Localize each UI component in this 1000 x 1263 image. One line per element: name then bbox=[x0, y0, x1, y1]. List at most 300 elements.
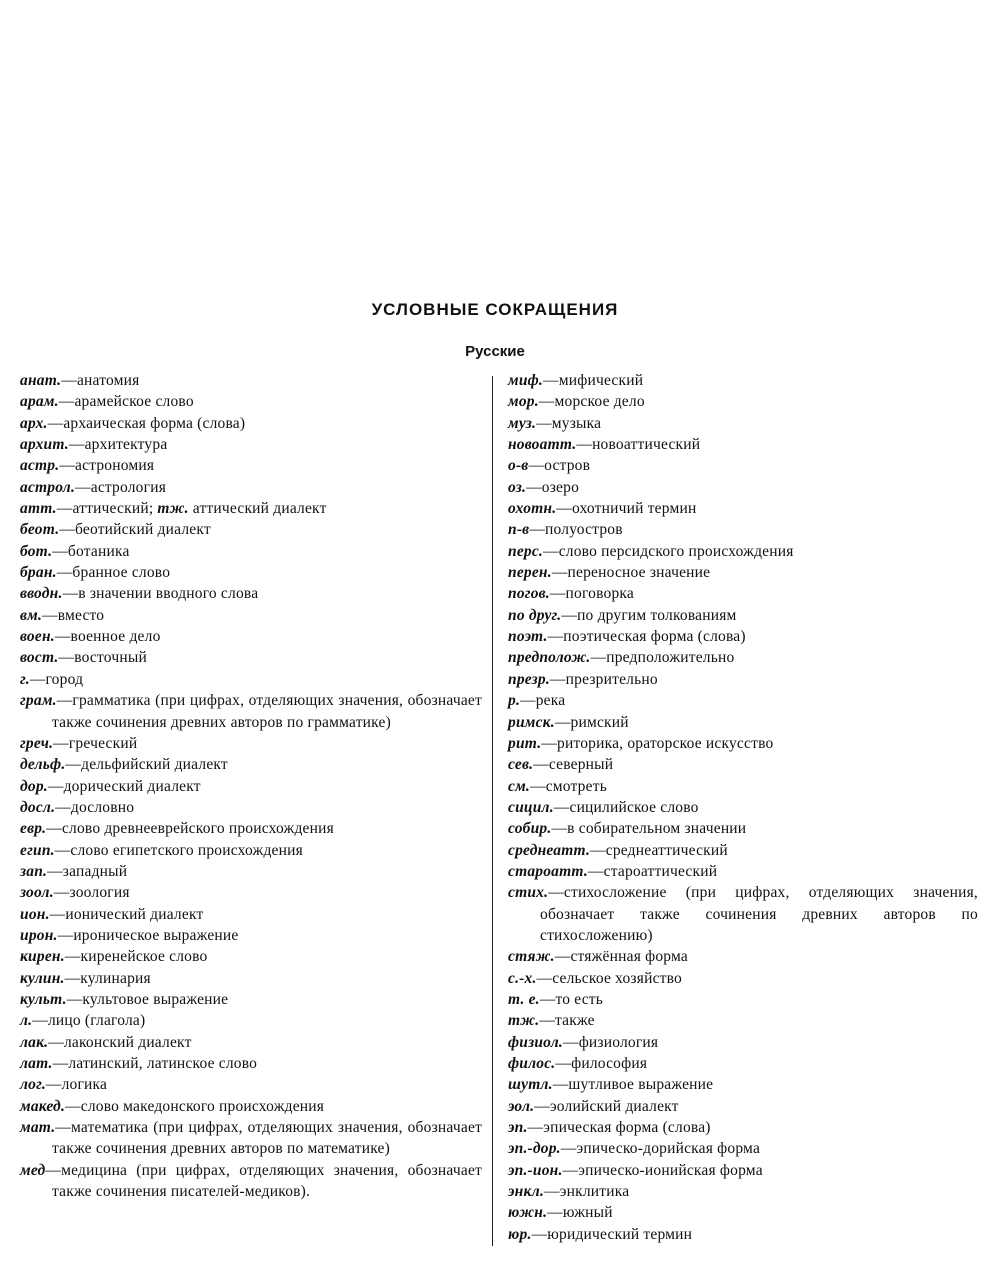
abbreviation: поэт. bbox=[508, 628, 548, 646]
dash-separator: — bbox=[554, 948, 571, 966]
abbreviation: вводн. bbox=[20, 585, 63, 603]
dash-separator: — bbox=[562, 1161, 579, 1179]
abbreviation: среднеатт. bbox=[508, 841, 591, 859]
abbreviation: астрол. bbox=[20, 478, 76, 496]
definition: бранное слово bbox=[72, 564, 171, 582]
definition: зоология bbox=[69, 884, 130, 902]
dash-separator: — bbox=[54, 841, 71, 859]
dash-separator: — bbox=[62, 585, 79, 603]
definition: в значении вводного слова bbox=[78, 585, 259, 603]
definition: аттический; bbox=[72, 500, 154, 518]
dash-separator: — bbox=[32, 1012, 48, 1030]
abbreviation: зап. bbox=[20, 862, 48, 880]
dash-separator: — bbox=[61, 372, 77, 389]
abbreviation: см. bbox=[508, 777, 530, 795]
definition: то есть bbox=[555, 990, 604, 1008]
dash-separator: — bbox=[548, 884, 564, 902]
dash-separator: — bbox=[59, 521, 75, 539]
abbreviation-entry bbox=[20, 519, 482, 540]
abbreviation: культ. bbox=[20, 990, 67, 1008]
abbreviation: стих. bbox=[508, 884, 549, 902]
definition: слово персидского происхождения bbox=[558, 542, 794, 560]
abbreviation-entry bbox=[20, 647, 482, 668]
abbreviation: беот. bbox=[20, 521, 60, 539]
dash-separator: — bbox=[526, 478, 542, 496]
abbreviation: зоол. bbox=[20, 884, 54, 902]
abbreviation: по друг. bbox=[508, 606, 562, 624]
definition: римский bbox=[570, 713, 629, 731]
dash-separator: — bbox=[48, 1033, 64, 1051]
abbreviation: т. е. bbox=[508, 990, 540, 1008]
left-column bbox=[20, 370, 482, 1202]
abbreviation-entry bbox=[20, 669, 482, 690]
definition: латинский, латинское слово bbox=[68, 1055, 258, 1072]
dash-separator: — bbox=[576, 436, 593, 454]
definition: анатомия bbox=[76, 372, 140, 389]
dash-separator: — bbox=[556, 500, 572, 518]
abbreviation: перен. bbox=[508, 564, 552, 582]
abbreviation: собир. bbox=[508, 820, 552, 838]
definition: морское дело bbox=[554, 393, 645, 411]
abbreviation: л. bbox=[20, 1012, 33, 1030]
abbreviation-entry bbox=[20, 605, 482, 626]
definition: переносное значение bbox=[567, 564, 711, 582]
abbreviation-entry bbox=[20, 946, 482, 967]
dash-separator: — bbox=[68, 436, 85, 454]
definition: полуостров bbox=[545, 521, 623, 539]
abbreviation-entry bbox=[508, 690, 978, 711]
definition: эпическая форма (слова) bbox=[543, 1119, 711, 1137]
abbreviation: рит. bbox=[508, 734, 542, 752]
definition: также bbox=[555, 1012, 595, 1030]
definition: ироническое выражение bbox=[73, 926, 239, 944]
dash-separator: — bbox=[590, 649, 607, 667]
dash-separator: — bbox=[53, 884, 70, 902]
definition: кулинария bbox=[80, 969, 151, 987]
dash-separator: — bbox=[520, 692, 536, 710]
abbreviation: сев. bbox=[508, 756, 534, 774]
dash-separator: — bbox=[529, 777, 546, 795]
abbreviation-entry bbox=[20, 562, 482, 583]
abbreviation-entry bbox=[508, 882, 978, 946]
abbreviation-entry bbox=[508, 1138, 978, 1159]
abbreviation: филос. bbox=[508, 1055, 556, 1072]
abbreviation-entry bbox=[508, 1181, 978, 1202]
abbreviation: г. bbox=[20, 670, 30, 688]
dash-separator: — bbox=[45, 1076, 62, 1094]
definition: физиология bbox=[578, 1033, 659, 1051]
definition: беотийский диалект bbox=[74, 521, 211, 539]
dash-separator: — bbox=[55, 798, 71, 816]
abbreviation: вост. bbox=[20, 649, 59, 667]
definition: стихосложение (при цифрах, отделяющих значения, обозначает также сочинения древних авторов по стихосложению) bbox=[540, 884, 978, 944]
abbreviation: атт. bbox=[20, 500, 57, 518]
abbreviation-entry bbox=[20, 840, 482, 861]
dash-separator: — bbox=[531, 1225, 548, 1243]
definition: аттический диалект bbox=[192, 500, 327, 518]
abbreviation: староатт. bbox=[508, 862, 588, 880]
abbreviation-entry bbox=[20, 1032, 482, 1053]
abbreviation-entry bbox=[20, 754, 482, 775]
abbreviation-entry bbox=[20, 882, 482, 903]
definition: стяжённая форма bbox=[570, 948, 688, 966]
dash-separator: — bbox=[544, 1183, 560, 1201]
abbreviation: эп.-дор. bbox=[508, 1140, 561, 1158]
dash-separator: — bbox=[29, 670, 46, 688]
dash-separator: — bbox=[58, 649, 75, 667]
abbreviation-entry bbox=[20, 583, 482, 604]
dash-separator: — bbox=[561, 606, 578, 624]
dash-separator: — bbox=[64, 948, 81, 966]
definition: математика (при цифрах, отделяющих значения, обозначает также сочинения древних авторов по математике) bbox=[52, 1119, 482, 1158]
definition: юридический термин bbox=[547, 1225, 693, 1243]
definition: философия bbox=[571, 1055, 648, 1072]
abbreviation: арх. bbox=[20, 414, 48, 432]
abbreviation: эп. bbox=[508, 1119, 528, 1137]
dash-separator: — bbox=[56, 692, 73, 710]
abbreviation: энкл. bbox=[508, 1183, 545, 1201]
definition: лаконский диалект bbox=[63, 1033, 192, 1051]
definition: староаттический bbox=[603, 862, 718, 880]
abbreviation-entry bbox=[20, 776, 482, 797]
abbreviation-entry bbox=[20, 797, 482, 818]
definition: арамейское слово bbox=[74, 393, 194, 411]
abbreviation: римск. bbox=[508, 713, 555, 731]
abbreviation-entry bbox=[508, 669, 978, 690]
abbreviation-entry bbox=[508, 1053, 978, 1074]
dash-separator: — bbox=[56, 564, 73, 582]
definition: грамматика (при цифрах, отделяющих значения, обозначает также сочинения древних авторов по грамматике) bbox=[52, 692, 482, 731]
definition: эпическо-ионийская форма bbox=[578, 1161, 763, 1179]
definition: дорический диалект bbox=[63, 777, 201, 795]
abbreviation-entry bbox=[508, 434, 978, 455]
definition: город bbox=[45, 670, 84, 688]
abbreviation: тж. bbox=[157, 500, 189, 518]
dash-separator: — bbox=[587, 862, 604, 880]
abbreviation-entry bbox=[20, 925, 482, 946]
abbreviation: арам. bbox=[20, 393, 59, 411]
dash-separator: — bbox=[541, 734, 557, 752]
dash-separator: — bbox=[66, 990, 83, 1008]
dash-separator: — bbox=[65, 1097, 81, 1115]
abbreviation-entry bbox=[508, 370, 978, 391]
definition: астрология bbox=[90, 478, 167, 496]
abbreviation: евр. bbox=[20, 820, 47, 838]
definition: ионический диалект bbox=[65, 905, 204, 923]
dash-separator: — bbox=[552, 1076, 569, 1094]
dash-separator: — bbox=[560, 1140, 577, 1158]
definition: слово древнееврейского происхождения bbox=[61, 820, 334, 838]
dash-separator: — bbox=[549, 585, 566, 603]
definition: предположительно bbox=[606, 649, 735, 667]
abbreviation: архит. bbox=[20, 436, 69, 454]
dash-separator: — bbox=[536, 969, 553, 987]
abbreviation: миф. bbox=[508, 372, 544, 389]
abbreviation-entry bbox=[508, 840, 978, 861]
abbreviation-entry bbox=[508, 583, 978, 604]
abbreviation-entry bbox=[508, 519, 978, 540]
definition: греческий bbox=[68, 734, 138, 752]
definition: сицилийское слово bbox=[569, 798, 699, 816]
abbreviation-entry bbox=[508, 455, 978, 476]
definition: эолийский диалект bbox=[549, 1097, 679, 1115]
abbreviation-entry bbox=[20, 690, 482, 733]
dash-separator: — bbox=[53, 734, 69, 752]
abbreviation-entry bbox=[20, 1010, 482, 1031]
definition: музыка bbox=[551, 414, 602, 432]
abbreviation-entry bbox=[508, 712, 978, 733]
abbreviation: муз. bbox=[508, 414, 537, 432]
abbreviation-entry bbox=[508, 1117, 978, 1138]
abbreviation: макед. bbox=[20, 1097, 66, 1115]
abbreviation: оз. bbox=[508, 478, 527, 496]
abbreviation-entry bbox=[20, 1117, 482, 1160]
definition: озеро bbox=[541, 478, 580, 496]
definition: архаическая форма (слова) bbox=[63, 414, 246, 432]
definition: энклитика bbox=[559, 1183, 630, 1201]
abbreviation-entry bbox=[508, 776, 978, 797]
abbreviation-entry bbox=[508, 626, 978, 647]
abbreviation-entry bbox=[508, 1224, 978, 1245]
definition: культовое выражение bbox=[82, 990, 229, 1008]
definition: новоаттический bbox=[592, 436, 701, 454]
dash-separator: — bbox=[46, 820, 62, 838]
definition: астрономия bbox=[75, 457, 155, 475]
dash-separator: — bbox=[52, 542, 68, 560]
dash-separator: — bbox=[539, 1012, 555, 1030]
abbreviation-entry bbox=[20, 434, 482, 455]
dash-separator: — bbox=[65, 756, 82, 774]
definition: южный bbox=[562, 1204, 613, 1222]
abbreviation-entry bbox=[508, 477, 978, 498]
abbreviation-entry bbox=[20, 1160, 482, 1203]
abbreviation: р. bbox=[508, 692, 521, 710]
abbreviation: презр. bbox=[508, 670, 550, 688]
dash-separator: — bbox=[528, 457, 545, 475]
dash-separator: — bbox=[554, 713, 571, 731]
definition: презрительно bbox=[565, 670, 658, 688]
abbreviation: о-в bbox=[508, 457, 529, 475]
abbreviation: эол. bbox=[508, 1097, 535, 1115]
abbreviation: погов. bbox=[508, 585, 550, 603]
abbreviation: предполож. bbox=[508, 649, 591, 667]
dash-separator: — bbox=[553, 798, 570, 816]
abbreviation-entry bbox=[508, 946, 978, 967]
dash-separator: — bbox=[47, 862, 63, 880]
abbreviation: лат. bbox=[20, 1055, 53, 1072]
abbreviation: эп.-ион. bbox=[508, 1161, 563, 1179]
abbreviation-entry bbox=[508, 968, 978, 989]
abbreviation: юр. bbox=[508, 1225, 532, 1243]
abbreviation: лог. bbox=[20, 1076, 46, 1094]
definition: логика bbox=[61, 1076, 108, 1094]
abbreviation-entry bbox=[20, 391, 482, 412]
dash-separator: — bbox=[56, 500, 73, 518]
definition: риторика, ораторское искусство bbox=[557, 734, 774, 752]
column-divider bbox=[492, 376, 493, 1246]
definition: западный bbox=[62, 862, 128, 880]
dash-separator: — bbox=[75, 478, 91, 496]
abbreviation: охотн. bbox=[508, 500, 557, 518]
abbreviation: мат. bbox=[20, 1119, 56, 1137]
definition: северный bbox=[548, 756, 614, 774]
abbreviation-entry bbox=[20, 370, 482, 391]
abbreviation: астр. bbox=[20, 457, 60, 475]
abbreviation-entry bbox=[20, 1053, 482, 1074]
dash-separator: — bbox=[547, 628, 564, 646]
dash-separator: — bbox=[55, 1119, 71, 1137]
abbreviation-entry bbox=[508, 562, 978, 583]
abbreviation-entry bbox=[508, 413, 978, 434]
abbreviation-entry bbox=[20, 968, 482, 989]
dash-separator: — bbox=[42, 606, 58, 624]
dash-separator: — bbox=[58, 393, 75, 411]
abbreviation: сицил. bbox=[508, 798, 554, 816]
dash-separator: — bbox=[551, 820, 568, 838]
abbreviation-entry bbox=[20, 989, 482, 1010]
abbreviation-entry bbox=[508, 1160, 978, 1181]
dash-separator: — bbox=[534, 1097, 550, 1115]
abbreviation-entry bbox=[508, 541, 978, 562]
abbreviation-entry bbox=[20, 413, 482, 434]
definition: в собирательном значении bbox=[567, 820, 747, 838]
abbreviation-entry bbox=[508, 989, 978, 1010]
dash-separator: — bbox=[590, 841, 606, 859]
abbreviation: тж. bbox=[508, 1012, 540, 1030]
abbreviation-entry bbox=[20, 818, 482, 839]
abbreviation-entry bbox=[20, 1074, 482, 1095]
dash-separator: — bbox=[547, 1204, 563, 1222]
abbreviation: досл. bbox=[20, 798, 56, 816]
abbreviation-entry bbox=[508, 733, 978, 754]
abbreviation-entry bbox=[20, 1096, 482, 1117]
abbreviation-entry bbox=[20, 477, 482, 498]
definition: поэтическая форма (слова) bbox=[563, 628, 746, 646]
definition: слово египетского происхождения bbox=[70, 841, 303, 859]
dash-separator: — bbox=[549, 670, 566, 688]
abbreviation-entry bbox=[508, 1202, 978, 1223]
abbreviation-entry bbox=[20, 541, 482, 562]
dash-separator: — bbox=[536, 414, 552, 432]
abbreviation-entry bbox=[20, 904, 482, 925]
definition: киренейское слово bbox=[80, 948, 208, 966]
dash-separator: — bbox=[527, 1119, 544, 1137]
abbreviation-entry bbox=[508, 1032, 978, 1053]
dash-separator: — bbox=[47, 777, 64, 795]
dash-separator: — bbox=[562, 1033, 579, 1051]
definition: архитектура bbox=[84, 436, 168, 454]
definition: ботаника bbox=[67, 542, 130, 560]
definition: слово македонского происхождения bbox=[80, 1097, 325, 1115]
abbreviation: кирен. bbox=[20, 948, 65, 966]
definition: сельское хозяйство bbox=[552, 969, 682, 987]
definition: среднеаттический bbox=[605, 841, 728, 859]
abbreviation-entry bbox=[20, 861, 482, 882]
abbreviation: южн. bbox=[508, 1204, 548, 1222]
dash-separator: — bbox=[543, 542, 559, 560]
abbreviation-entry bbox=[508, 605, 978, 626]
abbreviation: ирон. bbox=[20, 926, 58, 944]
abbreviation-entry bbox=[508, 754, 978, 775]
definition: медицина (при цифрах, отделяющих значения, обозначает также сочинения писателей-медиков). bbox=[52, 1161, 482, 1201]
abbreviation: вм. bbox=[20, 606, 43, 624]
abbreviation: егип. bbox=[20, 841, 55, 859]
abbreviation: мед bbox=[20, 1161, 46, 1179]
dash-separator: — bbox=[538, 393, 555, 411]
page-title: УСЛОВНЫЕ СОКРАЩЕНИЯ bbox=[371, 300, 619, 319]
definition: восточный bbox=[74, 649, 147, 667]
dash-separator: — bbox=[47, 414, 64, 432]
definition: остров bbox=[544, 457, 591, 475]
dash-separator: — bbox=[555, 1055, 572, 1072]
definition: лицо (глагола) bbox=[47, 1012, 146, 1030]
abbreviation: п-в bbox=[508, 521, 530, 539]
abbreviation-entry bbox=[508, 498, 978, 519]
abbreviation: стяж. bbox=[508, 948, 555, 966]
dash-separator: — bbox=[533, 756, 549, 774]
definition: река bbox=[535, 692, 566, 710]
dash-separator: — bbox=[551, 564, 568, 582]
dash-separator: — bbox=[45, 1161, 62, 1179]
dash-separator: — bbox=[52, 1055, 69, 1072]
dash-separator: — bbox=[543, 372, 559, 389]
abbreviation-entry bbox=[20, 626, 482, 647]
abbreviation: кулин. bbox=[20, 969, 65, 987]
abbreviation: греч. bbox=[20, 734, 54, 752]
definition: охотничий термин bbox=[572, 500, 697, 518]
abbreviation: бран. bbox=[20, 564, 57, 582]
abbreviation: физиол. bbox=[508, 1033, 563, 1051]
definition: дословно bbox=[70, 798, 135, 816]
definition: военное дело bbox=[70, 628, 161, 646]
abbreviation-entry bbox=[508, 647, 978, 668]
dash-separator: — bbox=[57, 926, 74, 944]
definition: эпическо-дорийская форма bbox=[576, 1140, 761, 1158]
abbreviation-entry bbox=[20, 455, 482, 476]
abbreviation-entry bbox=[508, 1074, 978, 1095]
abbreviation: грам. bbox=[20, 692, 57, 710]
dash-separator: — bbox=[539, 990, 556, 1008]
abbreviation: бот. bbox=[20, 542, 53, 560]
definition: поговорка bbox=[565, 585, 635, 603]
right-column bbox=[508, 370, 978, 1245]
definition: дельфийский диалект bbox=[81, 756, 228, 774]
dash-separator: — bbox=[49, 905, 66, 923]
dash-separator: — bbox=[59, 457, 76, 475]
dash-separator: — bbox=[64, 969, 81, 987]
abbreviation-entry bbox=[508, 861, 978, 882]
abbreviation: ион. bbox=[20, 905, 50, 923]
abbreviation: воен. bbox=[20, 628, 55, 646]
abbreviation-entry bbox=[508, 818, 978, 839]
abbreviation: анат. bbox=[20, 372, 62, 389]
abbreviation-entry bbox=[20, 733, 482, 754]
abbreviation-entry bbox=[508, 1010, 978, 1031]
abbreviation: мор. bbox=[508, 393, 539, 411]
abbreviation: лак. bbox=[20, 1033, 49, 1051]
section-subtitle: Русские bbox=[465, 343, 525, 360]
dash-separator: — bbox=[54, 628, 71, 646]
definition: смотреть bbox=[545, 777, 607, 795]
abbreviation: с.-х. bbox=[508, 969, 537, 987]
abbreviation: перс. bbox=[508, 542, 544, 560]
definition: мифический bbox=[558, 372, 644, 389]
abbreviation-entry bbox=[508, 391, 978, 412]
abbreviation: шутл. bbox=[508, 1076, 553, 1094]
dash-separator: — bbox=[529, 521, 546, 539]
abbreviation-entry bbox=[20, 498, 482, 519]
abbreviation-entry bbox=[508, 1096, 978, 1117]
